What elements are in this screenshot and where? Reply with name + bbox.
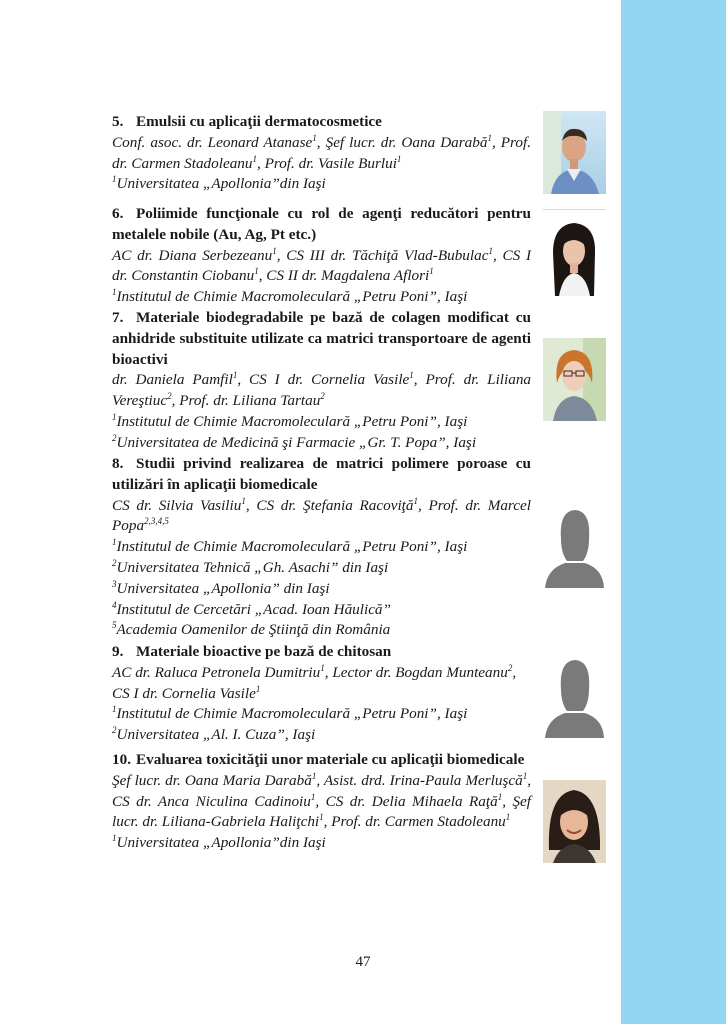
affiliation-index: 1 — [112, 704, 117, 715]
author-list: AC dr. Raluca Petronela Dumitriu$^1$, Lector dr. Bogdan Munteanu$^2$, CS I dr. Cornelia Vasile$^1$ — [112, 662, 517, 702]
affiliation — [112, 287, 531, 308]
entry-number: 7. — [112, 309, 124, 326]
affiliation — [112, 725, 531, 746]
author-name: Lector dr. Bogdan Munteanu — [332, 663, 508, 681]
author-name: CS I dr. Cornelia Vasile — [112, 684, 256, 702]
affiliation-text: Institutul de Chimie Macromoleculară „Petru Poni”, Iaşi — [116, 538, 468, 556]
author-name: CS III dr. Tăchiţă Vlad-Bubulac — [286, 246, 489, 264]
author-name: Prof. dr. Carmen Stadoleanu — [331, 813, 506, 831]
author-name: Asist. drd. Irina-Paula Merluşcă — [323, 771, 523, 789]
entry-number: 5. — [112, 113, 124, 130]
entry-number: 6. — [112, 205, 124, 222]
entry-title — [112, 750, 531, 771]
author-affiliation-index: 1 — [252, 153, 257, 164]
author-affiliation-index: 2,3,4,5 — [144, 516, 169, 527]
author-list: Conf. asoc. dr. Leonard Atanase$^1$, Şef lucr. dr. Oana Darabă$^1$, Prof. dr. Carmen Stadoleanu$^1$, Prof. dr. Vasile Burlui$^1$ — [112, 132, 532, 172]
author-affiliation-index: 1 — [522, 770, 528, 781]
affiliation-index: 1 — [112, 411, 117, 422]
author-name: AC dr. Diana Serbezeanu — [112, 246, 273, 264]
author-affiliation-index: 1 — [310, 791, 316, 802]
entry-title-text: Evaluarea toxicităţii unor materiale cu aplicaţii biomedicale — [136, 751, 525, 768]
affiliation — [112, 558, 531, 579]
affiliation-index: 3 — [112, 578, 117, 589]
affiliation-text: Institutul de Cercetări „Acad. Ioan Hăulică” — [116, 600, 391, 618]
author-photo-woman-glasses — [543, 338, 606, 421]
page-number: 47 — [355, 954, 371, 970]
entry-title — [112, 454, 531, 496]
author-affiliation-index: 1 — [487, 132, 492, 143]
affiliation — [112, 537, 531, 558]
author-affiliation-index: 1 — [497, 791, 503, 802]
affiliation-index: 1 — [112, 174, 117, 185]
author-name: CS I dr. Cornelia Vasile — [249, 371, 410, 389]
author-name: Prof. dr. Carmen Stadoleanu — [112, 133, 532, 172]
affiliation-index: 2 — [112, 432, 117, 443]
entry-number: 10. — [112, 751, 131, 768]
author-name: CS dr. Anca Niculina Cadinoiu — [112, 792, 311, 810]
affiliation-text: Universitatea Tehnică „Gh. Asachi” din Iaşi — [116, 558, 389, 576]
author-affiliation-index: 1 — [413, 495, 418, 506]
affiliation-text: Universitatea de Medicină şi Farmacie „Gr. T. Popa”, Iaşi — [116, 433, 477, 451]
author-affiliation-index: 1 — [232, 370, 238, 381]
entry-title-text: Materiale biodegradabile pe bază de colagen modificat cu anhidride substituite utilizate ca matrici transportoare de agenti bioactivi — [112, 309, 531, 368]
affiliation-index: 1 — [112, 287, 117, 298]
entry-5 — [112, 112, 531, 195]
affiliation — [112, 704, 531, 725]
author-name: CS dr. Delia Mihaela Raţă — [325, 792, 498, 810]
affiliation-index: 4 — [112, 599, 117, 610]
author-photo-woman-smiling — [543, 780, 606, 863]
author-name: Prof. dr. Liliana Tartau — [179, 392, 321, 410]
entry-title-text: Emulsii cu aplicaţii dermatocosmetice — [136, 113, 382, 130]
entry-10 — [112, 750, 531, 854]
affiliation — [112, 433, 531, 454]
author-list: CS dr. Silvia Vasiliu$^1$, CS dr. Ştefania Racoviţă$^1$, Prof. dr. Marcel Popa$^{2,3,4,5}$ — [112, 495, 531, 535]
author-name: Şef lucr. dr. Liliana-Gabriela Haliţchi — [112, 792, 532, 831]
author-affiliation-index: 1 — [319, 812, 324, 823]
affiliation-text: Universitatea „Apollonia”din Iaşi — [116, 175, 326, 193]
author-affiliation-index: 1 — [396, 153, 402, 164]
entry-title — [112, 308, 531, 370]
author-affiliation-index: 1 — [409, 370, 414, 381]
affiliation — [112, 174, 531, 195]
affiliation-text: Institutul de Chimie Macromoleculară „Petru Poni”, Iaşi — [116, 705, 468, 723]
author-name: dr. Daniela Pamfil — [112, 371, 233, 389]
affiliation-text: Universitatea „Apollonia”din Iaşi — [116, 834, 326, 852]
entry-title-text: Poliimide funcţionale cu rol de agenţi reducători pentru metalele nobile (Au, Ag, Pt etc.) — [112, 205, 531, 243]
author-photo-placeholder — [543, 505, 606, 588]
affiliation — [112, 620, 531, 641]
entry-title — [112, 112, 531, 133]
author-photo-woman — [543, 213, 606, 296]
affiliation-index: 1 — [112, 833, 117, 844]
author-affiliation-index: 1 — [255, 683, 261, 694]
author-affiliation-index: 1 — [505, 812, 511, 823]
author-list: dr. Daniela Pamfil$^1$, CS I dr. Cornelia Vasile$^1$, Prof. dr. Liliana Vereştiuc$^2$, Prof. dr. Liliana Tartau$^2$ — [112, 370, 532, 410]
author-name: CS dr. Ştefania Racoviţă — [256, 496, 414, 514]
entry-title-text: Materiale bioactive pe bază de chitosan — [136, 643, 392, 660]
author-name: Şef lucr. dr. Oana Maria Darabă — [112, 771, 312, 789]
author-name: CS dr. Silvia Vasiliu — [112, 496, 242, 514]
author-affiliation-index: 1 — [241, 495, 246, 506]
affiliation-text: Universitatea „Apollonia” din Iaşi — [116, 579, 330, 597]
affiliation-text: Institutul de Chimie Macromoleculară „Petru Poni”, Iaşi — [116, 288, 468, 306]
affiliation-index: 5 — [112, 620, 117, 631]
affiliation — [112, 579, 531, 600]
entry-8 — [112, 454, 531, 641]
author-list: Şef lucr. dr. Oana Maria Darabă$^1$, Asist. drd. Irina-Paula Merluşcă$^1$, CS dr. Anca Niculina Cadinoiu$^1$, CS dr. Delia Mihaela Raţă$^1$, Şef lucr. dr. Liliana-Gabriela Haliţchi$^1$, Prof. dr. Carmen Stadoleanu$^1$ — [112, 770, 532, 831]
entry-number: 9. — [112, 643, 124, 660]
affiliation — [112, 600, 531, 621]
author-name: CS I dr. Constantin Ciobanu — [112, 246, 531, 285]
author-name: Prof. dr. Liliana Vereştiuc — [112, 371, 532, 410]
side-color-band — [621, 0, 726, 1024]
entry-title-text: Studii privind realizarea de matrici polimere poroase cu utilizări în aplicaţii biomedicale — [112, 455, 531, 493]
author-affiliation-index: 1 — [311, 770, 317, 781]
author-name: CS II dr. Magdalena Aflori — [266, 267, 430, 285]
author-name: Conf. asoc. dr. Leonard Atanase — [112, 133, 313, 151]
affiliation-index: 1 — [112, 537, 117, 548]
author-affiliation-index: 2 — [507, 662, 513, 673]
author-name: Şef lucr. dr. Oana Darabă — [325, 133, 488, 151]
author-affiliation-index: 2 — [167, 391, 172, 402]
entry-title — [112, 204, 531, 246]
author-affiliation-index: 1 — [254, 266, 259, 277]
author-affiliation-index: 2 — [320, 391, 325, 402]
author-list: AC dr. Diana Serbezeanu$^1$, CS III dr. Tăchiţă Vlad-Bubulac$^1$, CS I dr. Constantin Ciobanu$^1$, CS II dr. Magdalena Aflori$^1$ — [112, 245, 531, 285]
affiliation — [112, 412, 531, 433]
entry-number: 8. — [112, 455, 124, 472]
author-affiliation-index: 1 — [272, 245, 277, 256]
affiliation — [112, 833, 531, 854]
photo-divider — [543, 209, 606, 210]
author-affiliation-index: 1 — [320, 662, 325, 673]
author-name: Prof. dr. Vasile Burlui — [264, 154, 397, 172]
entry-7 — [112, 308, 531, 454]
author-affiliation-index: 1 — [312, 132, 317, 143]
affiliation-text: Academia Oamenilor de Ştiinţă din România — [116, 621, 391, 639]
affiliation-index: 2 — [112, 557, 117, 568]
author-name: Prof. dr. Marcel Popa — [112, 496, 531, 535]
affiliation-text: Institutul de Chimie Macromoleculară „Petru Poni”, Iaşi — [116, 412, 468, 430]
entry-6 — [112, 204, 531, 308]
author-affiliation-index: 1 — [488, 245, 493, 256]
affiliation-text: Universitatea „Al. I. Cuza”, Iaşi — [116, 726, 316, 744]
author-affiliation-index: 1 — [429, 266, 434, 277]
author-photo-placeholder — [543, 655, 606, 738]
affiliation-index: 2 — [112, 725, 117, 736]
author-name: AC dr. Raluca Petronela Dumitriu — [112, 663, 321, 681]
entry-title — [112, 642, 531, 663]
entry-9 — [112, 642, 531, 746]
author-photo-man — [543, 111, 606, 194]
